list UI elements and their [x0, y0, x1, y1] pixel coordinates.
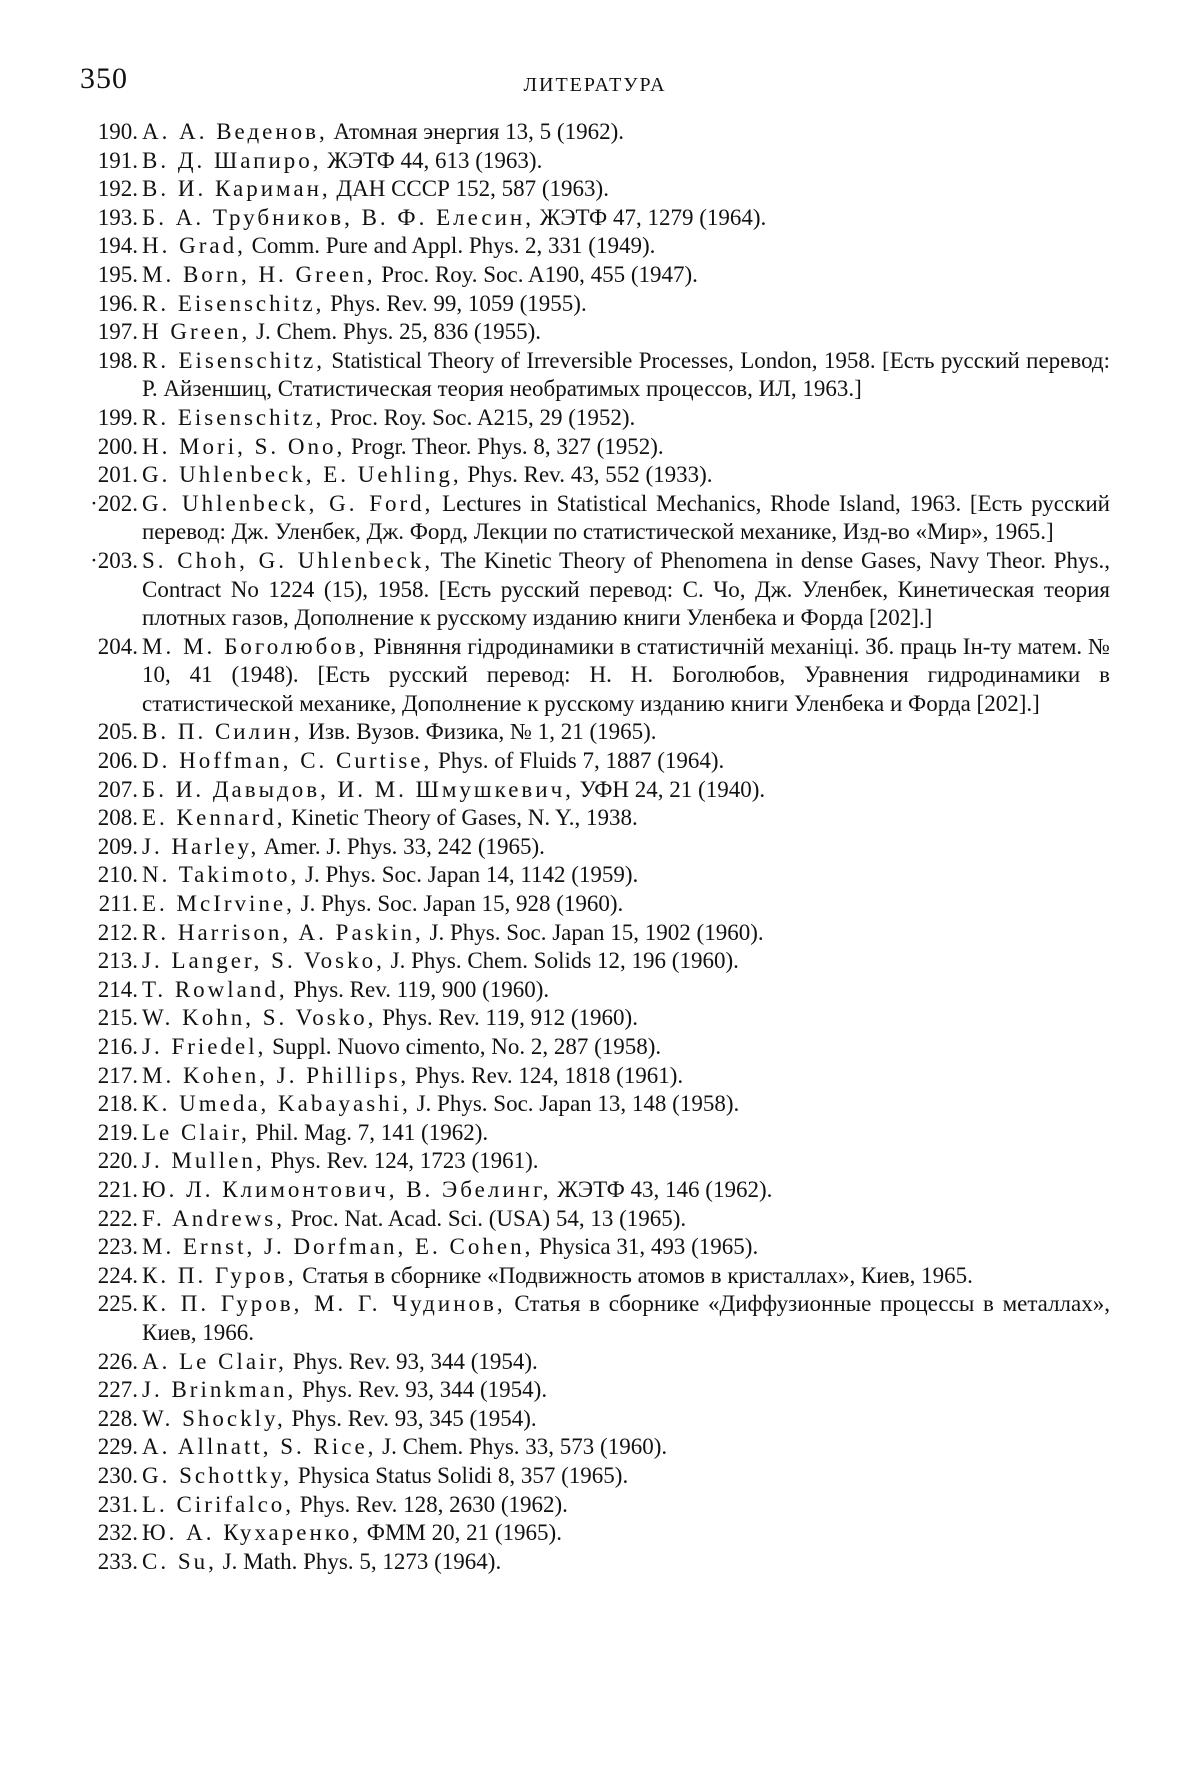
- reference-number: ·202.: [90, 490, 138, 516]
- reference-number: 209.: [97, 833, 138, 859]
- reference-entry: [80, 1405, 1110, 1434]
- reference-text: J. Phys. Chem. Solids 12, 196 (1960).: [384, 948, 739, 974]
- reference-entry: [80, 1376, 1110, 1405]
- reference-entry: [80, 1433, 1110, 1462]
- book-page: [80, 62, 1110, 1576]
- reference-number: 205.: [97, 719, 138, 745]
- reference-text: Lectures in Statistical Mechanics, Rhode Island, 1963. [Есть русский перевод: Дж. Уленбек, Дж. Форд, Лекции по статистической механике, Изд-во «Мир», 1965.]: [142, 490, 1110, 545]
- reference-text: ЖЭТФ 44, 613 (1963).: [321, 147, 543, 173]
- reference-author: A. Le Clair,: [142, 1348, 287, 1374]
- reference-number: 224.: [97, 1262, 138, 1288]
- reference-author: F. Andrews,: [142, 1205, 285, 1231]
- reference-author: T. Rowland,: [142, 976, 288, 1002]
- reference-number: 227.: [97, 1377, 138, 1403]
- reference-author: J. Friedel,: [142, 1034, 267, 1059]
- reference-number: ·203.: [90, 547, 138, 573]
- reference-text: ФММ 20, 21 (1965).: [361, 1520, 562, 1546]
- reference-number: 229.: [97, 1434, 138, 1460]
- reference-author: Ю. А. Кухаренко,: [142, 1520, 362, 1546]
- reference-text: Proc. Roy. Soc. A190, 455 (1947).: [375, 261, 698, 287]
- reference-number: 210.: [97, 862, 138, 888]
- reference-entry: [80, 1119, 1110, 1148]
- reference-author: M. Ernst, J. Dorfman, E. Cohen,: [142, 1234, 534, 1260]
- reference-text: Атомная энергия 13, 5 (1962).: [327, 119, 625, 144]
- reference-author: Le Clair,: [142, 1119, 250, 1145]
- reference-entry: [80, 1262, 1110, 1291]
- reference-text: J. Chem. Phys. 25, 836 (1955).: [250, 319, 541, 345]
- reference-text: Comm. Pure and Appl. Phys. 2, 331 (1949).: [245, 233, 656, 259]
- reference-entry: [80, 261, 1110, 290]
- reference-text: Statistical Theory of Irreversible Processes, London, 1958. [Есть русский перевод: Р. Айзеншиц, Статистическая теория необратимых процессов, ИЛ, 1963.]: [142, 347, 1111, 402]
- reference-number: 190.: [97, 119, 138, 144]
- reference-number: 197.: [97, 319, 138, 345]
- reference-entry: [80, 318, 1110, 347]
- reference-author: M. Born, H. Green,: [142, 261, 376, 287]
- reference-entry: [80, 1233, 1110, 1262]
- reference-text: Phys. Rev. 93, 344 (1954).: [296, 1377, 548, 1403]
- reference-author: L. Cirifalco,: [142, 1491, 295, 1517]
- reference-text: Phys. Rev. 93, 344 (1954).: [286, 1348, 538, 1374]
- reference-entry: [80, 1176, 1110, 1205]
- reference-number: 233.: [97, 1548, 138, 1574]
- reference-entry: [80, 919, 1110, 948]
- reference-author: В. И. Кариман,: [142, 176, 331, 202]
- reference-number: 216.: [97, 1034, 138, 1059]
- reference-entry: [80, 1348, 1110, 1377]
- reference-number: 195.: [97, 261, 138, 287]
- reference-text: ЖЭТФ 43, 146 (1962).: [551, 1176, 773, 1202]
- page-number: 350: [80, 62, 128, 95]
- reference-entry: [80, 347, 1110, 404]
- reference-text: J. Phys. Soc. Japan 15, 928 (1960).: [294, 891, 624, 917]
- reference-number: 212.: [97, 919, 138, 945]
- reference-number: 192.: [97, 176, 138, 202]
- reference-text: Phys. Rev. 43, 552 (1933).: [461, 462, 713, 488]
- reference-number: 231.: [97, 1491, 138, 1517]
- reference-text: J. Chem. Phys. 33, 573 (1960).: [376, 1434, 668, 1460]
- reference-entry: [80, 404, 1110, 433]
- reference-author: E. Kennard,: [142, 805, 286, 831]
- reference-entry: [80, 1548, 1110, 1577]
- reference-entry: [80, 175, 1110, 204]
- reference-author: W. Shockly,: [142, 1405, 286, 1431]
- reference-text: Phys. Rev. 119, 900 (1960).: [287, 976, 550, 1002]
- reference-entry: [80, 1491, 1110, 1520]
- reference-number: 222.: [97, 1205, 138, 1231]
- reference-entry: [80, 1004, 1110, 1033]
- reference-text: Proc. Roy. Soc. A215, 29 (1952).: [324, 404, 636, 430]
- reference-text: Progr. Theor. Phys. 8, 327 (1952).: [345, 433, 664, 459]
- reference-number: 200.: [97, 433, 138, 459]
- reference-entry: [80, 1462, 1110, 1491]
- reference-text: Phys. Rev. 119, 912 (1960).: [376, 1005, 638, 1031]
- reference-number: 223.: [97, 1234, 138, 1260]
- reference-author: J. Mullen,: [142, 1148, 265, 1174]
- reference-author: К. П. Гуров, М. Г. Чудинов,: [142, 1291, 506, 1317]
- reference-entry: [80, 461, 1110, 490]
- reference-author: R. Harrison, A. Paskin,: [142, 919, 424, 945]
- reference-text: J. Phys. Soc. Japan 15, 1902 (1960).: [423, 919, 764, 945]
- reference-text: Phys. Rev. 99, 1059 (1955).: [324, 290, 587, 316]
- reference-entry: [80, 147, 1110, 176]
- reference-text: Phil. Mag. 7, 141 (1962).: [249, 1119, 489, 1145]
- reference-author: N. Takimoto,: [142, 862, 300, 888]
- reference-entry: [80, 1147, 1110, 1176]
- reference-entry: [80, 890, 1110, 919]
- reference-number: 191.: [97, 147, 138, 173]
- reference-text: Proc. Nat. Acad. Sci. (USA) 54, 13 (1965).: [284, 1205, 687, 1231]
- running-title: ЛИТЕРАТУРА: [523, 74, 667, 96]
- reference-author: E. McIrvine,: [142, 891, 295, 917]
- reference-entry: [80, 290, 1110, 319]
- reference-entry: [80, 1033, 1110, 1062]
- reference-number: 228.: [97, 1405, 138, 1431]
- reference-number: 225.: [97, 1291, 138, 1317]
- reference-number: 232.: [97, 1520, 138, 1546]
- reference-text: Phys. Rev. 128, 2630 (1962).: [294, 1491, 568, 1517]
- reference-number: 220.: [97, 1148, 138, 1174]
- reference-number: 207.: [97, 776, 138, 802]
- reference-text: Suppl. Nuovo cimento, No. 2, 287 (1958).: [266, 1034, 662, 1059]
- reference-number: 208.: [97, 805, 138, 831]
- reference-entry: [80, 232, 1110, 261]
- reference-author: M. Kohen, J. Phillips,: [142, 1062, 410, 1088]
- reference-number: 230.: [97, 1462, 138, 1488]
- reference-text: J. Math. Phys. 5, 1273 (1964).: [216, 1548, 502, 1574]
- reference-entry: [80, 747, 1110, 776]
- reference-text: УФН 24, 21 (1940).: [573, 776, 766, 802]
- reference-entry: [80, 947, 1110, 976]
- reference-number: 215.: [97, 1005, 138, 1031]
- reference-number: 213.: [97, 948, 138, 974]
- reference-author: В. П. Силин,: [142, 719, 303, 745]
- reference-entry: [80, 833, 1110, 862]
- reference-author: C. Su,: [142, 1548, 217, 1574]
- reference-text: Phys. of Fluids 7, 1887 (1964).: [432, 748, 725, 774]
- reference-author: Б. И. Давыдов, И. М. Шмушкевич,: [142, 776, 574, 802]
- reference-number: 193.: [97, 204, 138, 230]
- reference-author: В. Д. Шапиро,: [142, 147, 322, 173]
- reference-author: H Green,: [142, 319, 251, 345]
- reference-number: 217.: [97, 1062, 138, 1088]
- reference-text: J. Phys. Soc. Japan 14, 1142 (1959).: [299, 862, 639, 888]
- reference-entry: [80, 1290, 1110, 1347]
- reference-entry: [80, 204, 1110, 233]
- reference-number: 226.: [97, 1348, 138, 1374]
- page-header: [80, 62, 1110, 118]
- reference-author: К. П. Гуров,: [142, 1262, 297, 1288]
- reference-text: Physica 31, 493 (1965).: [533, 1234, 759, 1260]
- reference-author: G. Uhlenbeck, E. Uehling,: [142, 462, 462, 488]
- reference-number: 218.: [97, 1091, 138, 1117]
- reference-text: The Kinetic Theory of Phenomena in dense Gases, Navy Theor. Phys., Contract No 1224 (15), 1958. [Есть русский перевод: С. Чо, Дж. Уленбек, Кинетическая теория плотных газов, Дополнение к русскому изданию книги Уленбека и Форда [202].]: [142, 547, 1110, 631]
- reference-author: G. Uhlenbeck, G. Ford,: [142, 490, 434, 516]
- reference-author: S. Choh, G. Uhlenbeck,: [142, 547, 434, 573]
- reference-number: 199.: [97, 404, 138, 430]
- reference-entry: [80, 433, 1110, 462]
- reference-number: 194.: [97, 233, 138, 259]
- reference-author: Б. А. Трубников, В. Ф. Елесин,: [142, 204, 534, 230]
- reference-author: R. Eisenschitz,: [142, 404, 325, 430]
- reference-author: G. Schottky,: [142, 1462, 293, 1488]
- reference-entry: [80, 1062, 1110, 1091]
- reference-number: 214.: [97, 976, 138, 1002]
- reference-number: 196.: [97, 290, 138, 316]
- reference-number: 211.: [98, 891, 138, 917]
- reference-text: J. Phys. Soc. Japan 13, 148 (1958).: [410, 1091, 740, 1117]
- reference-author: W. Kohn, S. Vosko,: [142, 1005, 377, 1031]
- reference-number: 201.: [97, 462, 138, 488]
- reference-text: Phys. Rev. 93, 345 (1954).: [285, 1405, 537, 1431]
- reference-author: J. Langer, S. Vosko,: [142, 948, 385, 974]
- reference-number: 221.: [97, 1176, 138, 1202]
- reference-entry: [80, 118, 1110, 147]
- reference-author: Ю. Л. Климонтович, В. Эбелинг,: [142, 1176, 552, 1202]
- reference-entry: [80, 1090, 1110, 1119]
- reference-entry: [80, 861, 1110, 890]
- reference-entry: [80, 490, 1110, 547]
- reference-author: K. Umeda, Kabayashi,: [142, 1091, 411, 1117]
- reference-text: Статья в сборнике «Подвижность атомов в кристаллах», Киев, 1965.: [296, 1262, 973, 1288]
- reference-list: [80, 118, 1110, 1576]
- reference-entry: [80, 547, 1110, 633]
- reference-entry: [80, 976, 1110, 1005]
- reference-author: D. Hoffman, C. Curtise,: [142, 748, 433, 774]
- reference-author: A. Allnatt, S. Rice,: [142, 1434, 377, 1460]
- reference-number: 204.: [97, 633, 138, 659]
- reference-text: Kinetic Theory of Gases, N. Y., 1938.: [285, 805, 638, 831]
- reference-text: ЖЭТФ 47, 1279 (1964).: [533, 204, 767, 230]
- reference-text: Amer. J. Phys. 33, 242 (1965).: [259, 833, 545, 859]
- reference-author: J. Brinkman,: [142, 1377, 297, 1403]
- reference-author: М. М. Боголюбов,: [142, 633, 368, 659]
- reference-number: 206.: [97, 748, 138, 774]
- reference-author: А. А. Веденов,: [142, 119, 328, 144]
- reference-text: Рівняння гідродинамики в статистичній механіці. Зб. праць Ін-ту матем. № 10, 41 (1948). [Есть русский перевод: Н. Н. Боголюбов, Уравнения гидродинамики в статистической механике, Дополнение к русскому изданию книги Уленбека и Форда [202].]: [142, 633, 1110, 716]
- reference-text: Physica Status Solidi 8, 357 (1965).: [292, 1462, 629, 1488]
- reference-entry: [80, 633, 1110, 719]
- reference-author: H. Mori, S. Ono,: [142, 433, 346, 459]
- reference-text: ДАН СССР 152, 587 (1963).: [330, 176, 609, 202]
- reference-text: Phys. Rev. 124, 1818 (1961).: [409, 1062, 684, 1088]
- reference-entry: [80, 1205, 1110, 1234]
- reference-author: J. Harley,: [142, 833, 260, 859]
- reference-entry: [80, 776, 1110, 805]
- reference-author: H. Grad,: [142, 233, 246, 259]
- reference-author: R. Eisenschitz,: [142, 347, 325, 373]
- reference-number: 219.: [97, 1119, 138, 1145]
- reference-author: R. Eisenschitz,: [142, 290, 325, 316]
- reference-text: Статья в сборнике «Диффузионные процессы в металлах», Киев, 1966.: [142, 1291, 1110, 1345]
- reference-number: 198.: [97, 347, 138, 373]
- reference-entry: [80, 804, 1110, 833]
- reference-entry: [80, 718, 1110, 747]
- reference-text: Phys. Rev. 124, 1723 (1961).: [264, 1148, 539, 1174]
- reference-entry: [80, 1519, 1110, 1548]
- reference-text: Изв. Вузов. Физика, № 1, 21 (1965).: [302, 719, 657, 745]
